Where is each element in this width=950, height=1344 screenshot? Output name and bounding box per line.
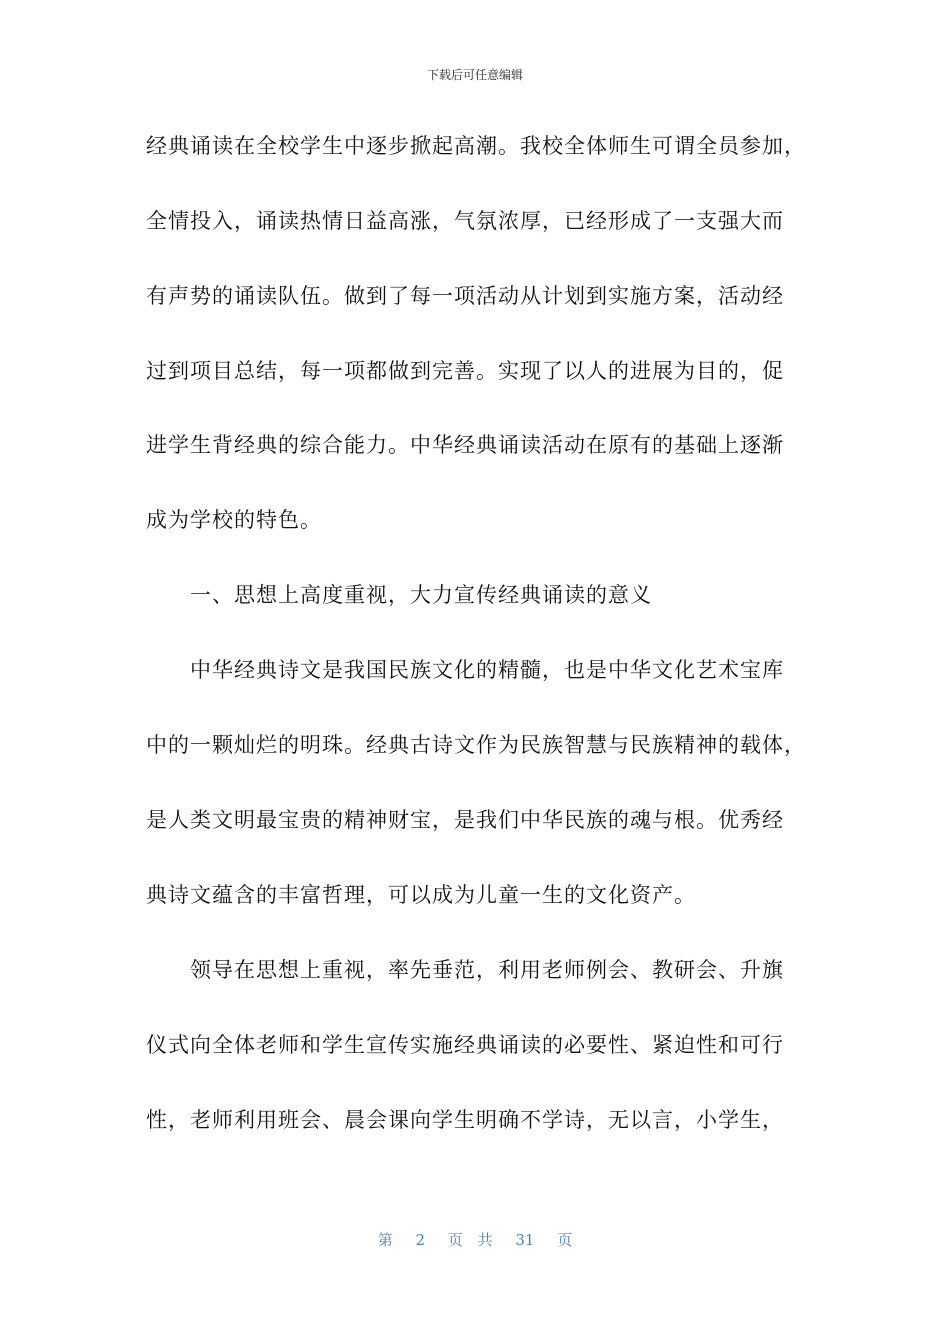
body-line: 成为学校的特色。 — [146, 508, 322, 532]
body-line: 仪式向全体老师和学生宣传实施经典诵读的必要性、紧迫性和可行 — [146, 1033, 784, 1057]
footer-prefix: 第 — [377, 1231, 393, 1249]
body-line: 全情投入，诵读热情日益高涨，气氛浓厚，已经形成了一支强大而 — [146, 209, 784, 233]
page-footer — [0, 1229, 950, 1250]
page-number: 2 — [415, 1231, 426, 1249]
body-line: 经典诵读在全校学生中逐步掀起高潮。我校全体师生可谓全员参加， — [146, 134, 806, 158]
section-heading: 一、思想上高度重视，大力宣传经典诵读的意义 — [146, 583, 652, 607]
total-pages: 31 — [515, 1231, 535, 1249]
body-line: 有声势的诵读队伍。做到了每一项活动从计划到实施方案，活动经 — [146, 284, 784, 308]
footer-suffix: 页 — [557, 1231, 573, 1249]
body-line: 中的一颗灿烂的明珠。经典古诗文作为民族智慧与民族精神的载体， — [146, 733, 806, 757]
body-line: 过到项目总结，每一项都做到完善。实现了以人的进展为目的，促 — [146, 359, 784, 383]
body-line: 典诗文蕴含的丰富哲理，可以成为儿童一生的文化资产。 — [146, 883, 696, 907]
body-line: 中华经典诗文是我国民族文化的精髓，也是中华文化艺术宝库 — [146, 658, 784, 682]
footer-middle: 页 共 — [447, 1231, 493, 1249]
page-header: 下载后可任意编辑 — [426, 68, 523, 82]
body-line: 进学生背经典的综合能力。中华经典诵读活动在原有的基础上逐渐 — [146, 433, 784, 457]
body-line: 是人类文明最宝贵的精神财宝，是我们中华民族的魂与根。优秀经 — [146, 808, 784, 832]
body-line: 性，老师利用班会、晨会课向学生明确不学诗，无以言，小学生， — [146, 1108, 784, 1132]
body-line: 领导在思想上重视，率先垂范，利用老师例会、教研会、升旗 — [146, 958, 784, 982]
